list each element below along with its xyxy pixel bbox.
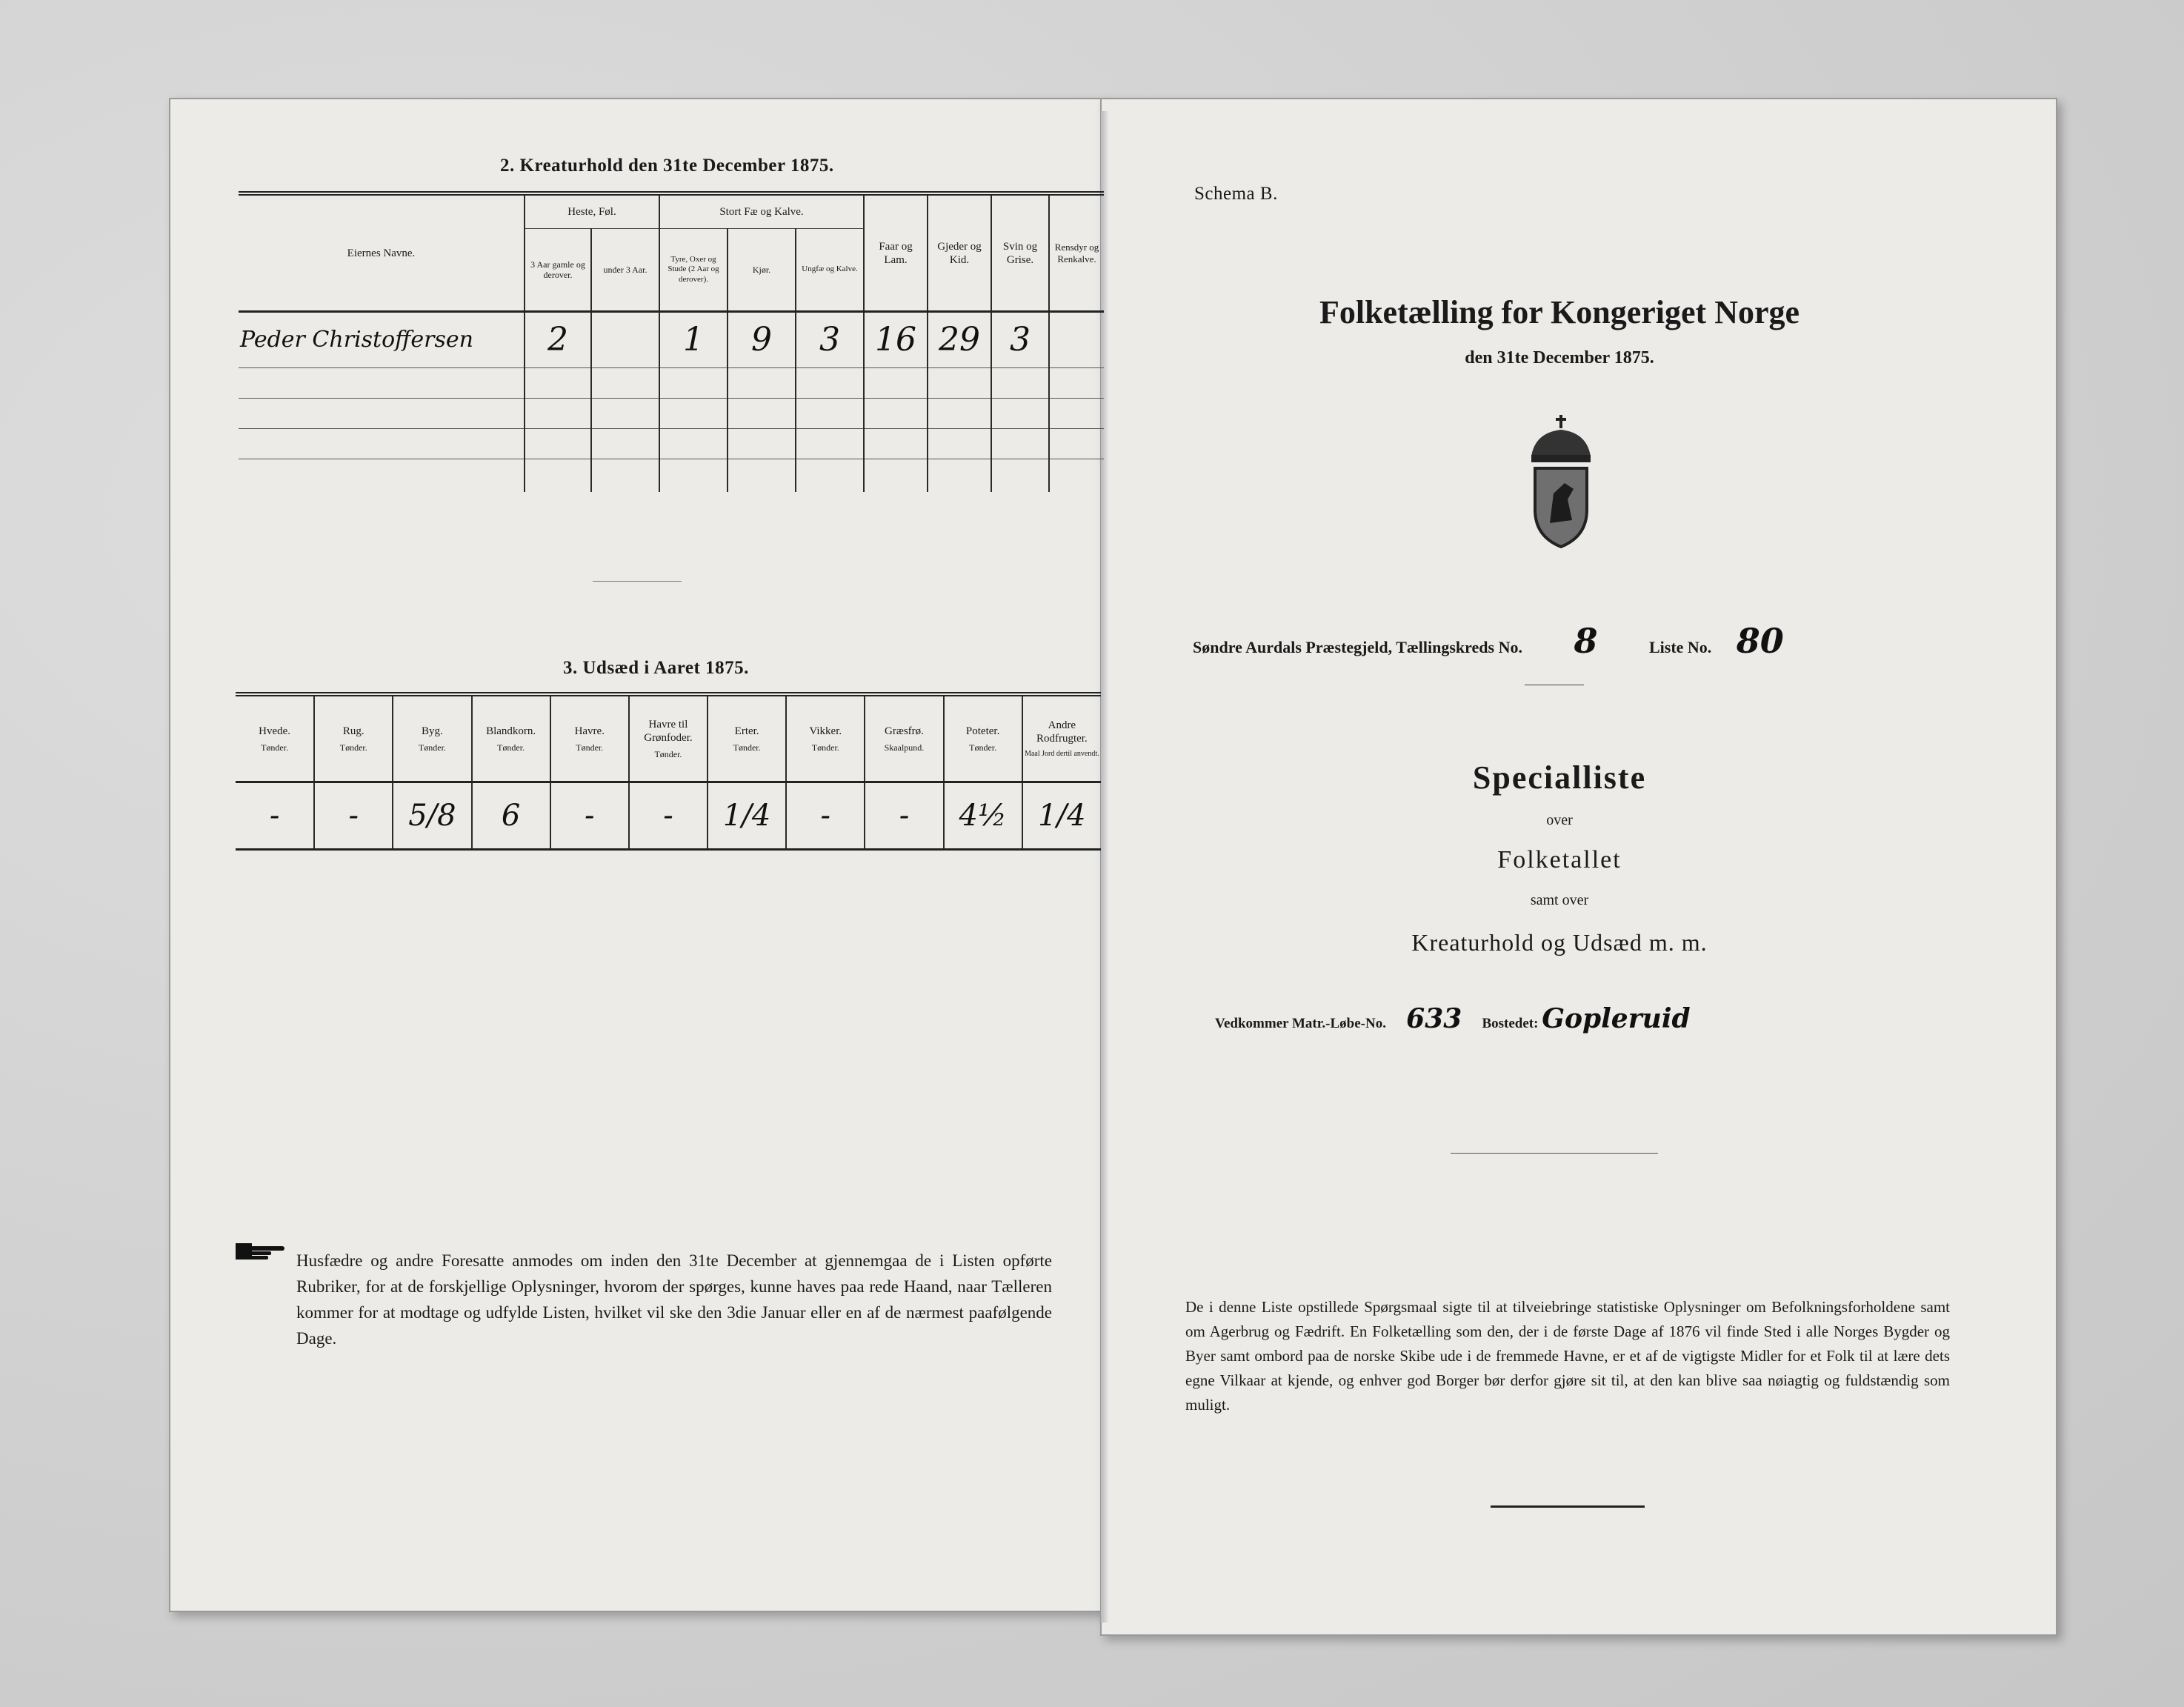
sowing-value-cell-7 xyxy=(786,782,865,850)
empty-row xyxy=(239,429,1104,459)
sowing-value-cell-5 xyxy=(629,782,708,850)
header-cattle-young: Ungfæ og Kalve. xyxy=(796,229,864,312)
liste-value: 80 xyxy=(1736,621,1784,661)
sowing-header-4 xyxy=(550,694,629,782)
sowing-header-9 xyxy=(944,694,1022,782)
cows-value: 9 xyxy=(751,320,773,359)
sowing-header-3 xyxy=(472,694,550,782)
sowing-header-unit: Tønder. xyxy=(261,742,289,753)
sowing-header-unit: Tønder. xyxy=(576,742,604,753)
sowing-value-cell-9 xyxy=(944,782,1022,850)
matr-line xyxy=(1215,1003,1705,1034)
header-cattle: Stort Fæ og Kalve. xyxy=(659,193,864,229)
owner-cell xyxy=(239,312,525,368)
sowing-header-1 xyxy=(314,694,393,782)
sowing-value: 1/4 xyxy=(722,799,771,833)
sheep-value: 16 xyxy=(875,320,917,359)
sowing-value: - xyxy=(663,799,673,833)
sowing-header-8 xyxy=(865,694,943,782)
sowing-header-0 xyxy=(236,694,314,782)
sowing-header-unit: Tønder. xyxy=(418,742,446,753)
empty-row xyxy=(239,459,1104,493)
sheep-cell xyxy=(864,312,928,368)
sowing-value: - xyxy=(820,799,831,833)
sowing-header-5 xyxy=(629,694,708,782)
bulls-value: 1 xyxy=(683,320,705,359)
matr-value: 633 xyxy=(1406,1003,1462,1034)
horses-old-value: 2 xyxy=(547,320,568,359)
sowing-header-unit: Tønder. xyxy=(654,748,682,759)
sowing-header-unit: Tønder. xyxy=(969,742,997,753)
notice-text: Husfædre og andre Foresatte anmodes om inden den 31te December at gjennemgaa de i Listen opførte Rubriker, for at de forskjellige Oplysninger, hvorom der spørges, kunne haves paa rede Haand, naar Tælleren kommer for at modtage og udfylde Listen, hvilket vil ske den 3die Januar eller en af de nærmest paafølgende Dage. xyxy=(296,1251,1052,1348)
sowing-value-cell-3 xyxy=(472,782,550,850)
sowing-value: 1/4 xyxy=(1038,799,1086,833)
sowing-header-6 xyxy=(708,694,786,782)
sowing-header-unit: Tønder. xyxy=(811,742,839,753)
header-owners: Eiernes Navne. xyxy=(239,193,525,312)
sowing-header-unit: Skaalpund. xyxy=(884,742,925,753)
section3-heading: 3. Udsæd i Aaret 1875. xyxy=(563,658,749,678)
horses-young-cell xyxy=(591,312,659,368)
header-goats: Gjeder og Kid. xyxy=(928,193,991,312)
title-date: den 31te December 1875. xyxy=(1465,348,1654,367)
samt-over-text: samt over xyxy=(1530,892,1589,908)
district-line xyxy=(1193,621,1805,661)
reindeer-cell xyxy=(1049,312,1104,368)
matr-label: Vedkommer Matr.-Løbe-No. xyxy=(1215,1016,1386,1031)
tk-label: Tællingskreds No. xyxy=(1396,638,1522,656)
sowing-value-cell-8 xyxy=(865,782,943,850)
sowing-header-name: Poteter. xyxy=(965,725,1000,737)
goats-cell xyxy=(928,312,991,368)
sowing-header-7 xyxy=(786,694,865,782)
horses-old-cell xyxy=(525,312,591,368)
young-cattle-cell xyxy=(796,312,864,368)
sowing-header-name: Blandkorn. xyxy=(486,725,536,737)
sowing-value-cell-2 xyxy=(393,782,471,850)
goats-value: 29 xyxy=(939,320,981,359)
over-text: over xyxy=(1546,812,1573,828)
sowing-header-name: Rug. xyxy=(342,725,364,737)
header-horses-old: 3 Aar gamle og derover. xyxy=(525,229,591,312)
sowing-value-cell-1 xyxy=(314,782,393,850)
divider-long xyxy=(1451,1153,1658,1154)
pointing-hand-icon xyxy=(236,1240,287,1262)
sowing-header-name: Andre Rodfrugter. xyxy=(1036,719,1088,745)
schema-label: Schema B. xyxy=(1194,184,1278,204)
header-cattle-bulls: Tyre, Oxer og Stude (2 Aar og derover). xyxy=(659,229,728,312)
header-horses-young: under 3 Aar. xyxy=(591,229,659,312)
livestock-table xyxy=(239,191,1104,492)
bosted-value: Gopleruid xyxy=(1542,1003,1691,1034)
bosted-label: Bostedet: xyxy=(1482,1016,1539,1031)
footer-text: De i denne Liste opstillede Spørgsmaal sigte til at tilveiebringe statistiske Oplysninger om Befolkningsforholdene samt om Agerbrug og Fædrift. En Folketælling som den, der i de første Dage af 1876 vil finde Sted i alle Norges Bygder og Byer samt ombord paa de norske Skibe ude i de fremmede Havne, er et af de vigtigste Midler for et Folk til at lære dets egne Vilkaar at kjende, og enhver god Borger bør derfor gjøre sit til, at den kan blive saa nøiagtig og fuldstændig som muligt. xyxy=(1185,1298,1950,1414)
liste-label: Liste No. xyxy=(1648,638,1712,656)
sowing-header-2 xyxy=(393,694,471,782)
sowing-header-name: Havre. xyxy=(574,725,605,737)
sowing-value: 4½ xyxy=(959,799,1007,833)
parish-label: Søndre Aurdals Præstegjeld, xyxy=(1193,638,1393,656)
folketallet-text: Folketallet xyxy=(1497,846,1622,874)
header-horses: Heste, Føl. xyxy=(525,193,659,229)
sowing-value-cell-4 xyxy=(550,782,629,850)
sowing-value: - xyxy=(348,799,359,833)
sowing-header-name: Græsfrø. xyxy=(885,725,924,737)
sowing-header-unit: Tønder. xyxy=(497,742,525,753)
young-cattle-value: 3 xyxy=(819,320,841,359)
bulls-cell xyxy=(659,312,728,368)
empty-row xyxy=(239,368,1104,399)
divider-dotted xyxy=(593,581,682,582)
sowing-table xyxy=(236,692,1101,851)
sowing-header-name: Vikker. xyxy=(809,725,842,737)
header-reindeer: Rensdyr og Renkalve. xyxy=(1049,193,1104,312)
owner-name: Peder Christoffersen xyxy=(240,327,473,353)
cows-cell xyxy=(728,312,796,368)
sowing-value: - xyxy=(899,799,910,833)
sowing-header-name: Hvede. xyxy=(259,725,291,737)
header-cattle-cows: Kjør. xyxy=(728,229,796,312)
sowing-value-cell-6 xyxy=(708,782,786,850)
pigs-value: 3 xyxy=(1010,320,1031,359)
specialliste-title: Specialliste xyxy=(1472,759,1647,796)
divider-bottom xyxy=(1491,1505,1645,1508)
sowing-value: - xyxy=(269,799,280,833)
tk-value: 8 xyxy=(1574,621,1598,661)
sowing-value: 5/8 xyxy=(408,799,456,833)
sowing-header-unit: Tønder. xyxy=(733,742,761,753)
sowing-header-name: Erter. xyxy=(734,725,759,737)
sowing-header-name: Havre til Grønfoder. xyxy=(644,718,693,744)
sowing-value: - xyxy=(585,799,595,833)
section2-heading: 2. Kreaturhold den 31te December 1875. xyxy=(500,156,834,176)
sowing-header-unit: Tønder. xyxy=(339,742,367,753)
sowing-value-cell-10 xyxy=(1022,782,1101,850)
sowing-value-cell-0 xyxy=(236,782,314,850)
sowing-header-name: Byg. xyxy=(422,725,443,737)
coat-of-arms-icon xyxy=(1520,412,1602,553)
pigs-cell xyxy=(991,312,1049,368)
header-sheep: Faar og Lam. xyxy=(864,193,928,312)
sowing-header-unit: Maal Jord dertil anvendt. xyxy=(1025,750,1099,758)
kreaturhold-text: Kreaturhold og Udsæd m. m. xyxy=(1411,929,1708,956)
main-title: Folketælling for Kongeriget Norge xyxy=(1319,294,1800,330)
header-pigs: Svin og Grise. xyxy=(991,193,1049,312)
sowing-header-10 xyxy=(1022,694,1101,782)
empty-row xyxy=(239,399,1104,429)
sowing-value: 6 xyxy=(501,799,521,833)
